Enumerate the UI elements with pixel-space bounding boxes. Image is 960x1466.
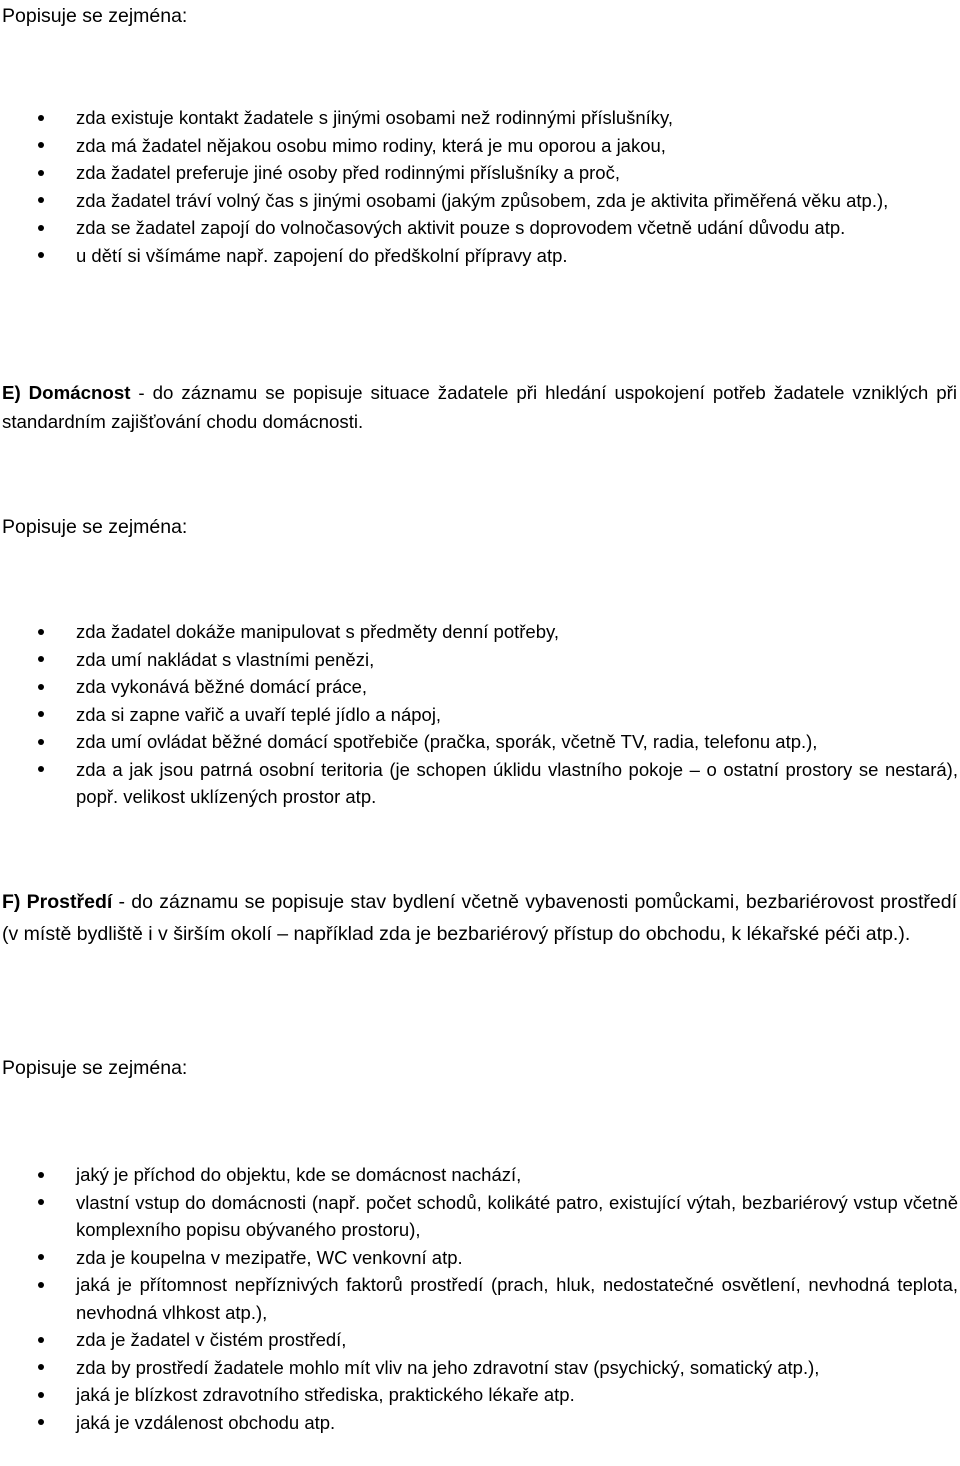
list-item: u dětí si všímáme např. zapojení do předškolní přípravy atp.: [0, 242, 958, 270]
list-item: zda a jak jsou patrná osobní teritoria (je schopen úklidu vlastního pokoje – o ostatní prostory se nestará), popř. velikost uklízených prostor atp.: [0, 756, 958, 811]
bullet-icon: [38, 1419, 44, 1425]
list-item: vlastní vstup do domácnosti (např. počet schodů, kolikáté patro, existující výtah, bezbariérový vstup včetně komplexního popisu obývaného prostoru),: [0, 1189, 958, 1244]
bullet-list-2: [0, 618, 958, 811]
list-item: zda má žadatel nějakou osobu mimo rodiny, která je mu oporou a jakou,: [0, 132, 958, 160]
list-item: jaký je příchod do objektu, kde se domácnost nachází,: [0, 1161, 958, 1189]
bullet-icon: [38, 1364, 44, 1370]
bullet-icon: [38, 629, 44, 635]
section-f-heading: F) Prostředí: [2, 891, 113, 913]
intro-label-1: Popisuje se zejména:: [2, 5, 188, 27]
list-item: zda existuje kontakt žadatele s jinými osobami než rodinnými příslušníky,: [0, 104, 958, 132]
list-item: jaká je blízkost zdravotního střediska, praktického lékaře atp.: [0, 1381, 958, 1409]
intro-label-3: Popisuje se zejména:: [2, 1057, 188, 1079]
bullet-list-1: [0, 104, 958, 269]
bullet-list-3: [0, 1161, 958, 1436]
list-item: zda umí nakládat s vlastními penězi,: [0, 646, 958, 674]
bullet-icon: [38, 1337, 44, 1343]
bullet-icon: [38, 684, 44, 690]
bullet-icon: [38, 766, 44, 772]
list-item: jaká je přítomnost nepříznivých faktorů prostředí (prach, hluk, nedostatečné osvětlení, nevhodná teplota, nevhodná vlhkost atp.),: [0, 1271, 958, 1326]
list-item: zda umí ovládat běžné domácí spotřebiče (pračka, sporák, včetně TV, radia, telefonu atp.),: [0, 728, 958, 756]
bullet-icon: [38, 197, 44, 203]
section-e-paragraph: [2, 378, 957, 436]
list-item: zda žadatel tráví volný čas s jinými osobami (jakým způsobem, zda je aktivita přiměřená věku atp.),: [0, 187, 958, 215]
bullet-icon: [38, 252, 44, 258]
section-e-heading: E) Domácnost: [2, 382, 131, 403]
bullet-icon: [38, 739, 44, 745]
list-item: zda vykonává běžné domácí práce,: [0, 673, 958, 701]
bullet-icon: [38, 656, 44, 662]
section-f-text: - do záznamu se popisuje stav bydlení včetně vybavenosti pomůckami, bezbariérovost prostředí (v místě bydliště i v širším okolí – například zda je bezbariérový přístup do obchodu, k lékařské péči atp.).: [2, 891, 957, 945]
bullet-icon: [38, 1172, 44, 1178]
bullet-icon: [38, 711, 44, 717]
list-item: zda žadatel dokáže manipulovat s předměty denní potřeby,: [0, 618, 958, 646]
bullet-icon: [38, 1254, 44, 1260]
list-item: jaká je vzdálenost obchodu atp.: [0, 1409, 958, 1437]
list-item: zda si zapne vařič a uvaří teplé jídlo a nápoj,: [0, 701, 958, 729]
bullet-icon: [38, 170, 44, 176]
intro-label-2: Popisuje se zejména:: [2, 516, 188, 538]
bullet-icon: [38, 1282, 44, 1288]
bullet-icon: [38, 1392, 44, 1398]
section-f-paragraph: [2, 886, 957, 950]
section-e-text: - do záznamu se popisuje situace žadatele při hledání uspokojení potřeb žadatele vzniklých při standardním zajišťování chodu domácnosti.: [2, 382, 957, 432]
list-item: zda se žadatel zapojí do volnočasových aktivit pouze s doprovodem včetně udání důvodu atp.: [0, 214, 958, 242]
list-item: zda žadatel preferuje jiné osoby před rodinnými příslušníky a proč,: [0, 159, 958, 187]
list-item: zda je žadatel v čistém prostředí,: [0, 1326, 958, 1354]
bullet-icon: [38, 142, 44, 148]
bullet-icon: [38, 1199, 44, 1205]
bullet-icon: [38, 225, 44, 231]
list-item: zda je koupelna v mezipatře, WC venkovní atp.: [0, 1244, 958, 1272]
list-item: zda by prostředí žadatele mohlo mít vliv na jeho zdravotní stav (psychický, somatický atp.),: [0, 1354, 958, 1382]
bullet-icon: [38, 115, 44, 121]
